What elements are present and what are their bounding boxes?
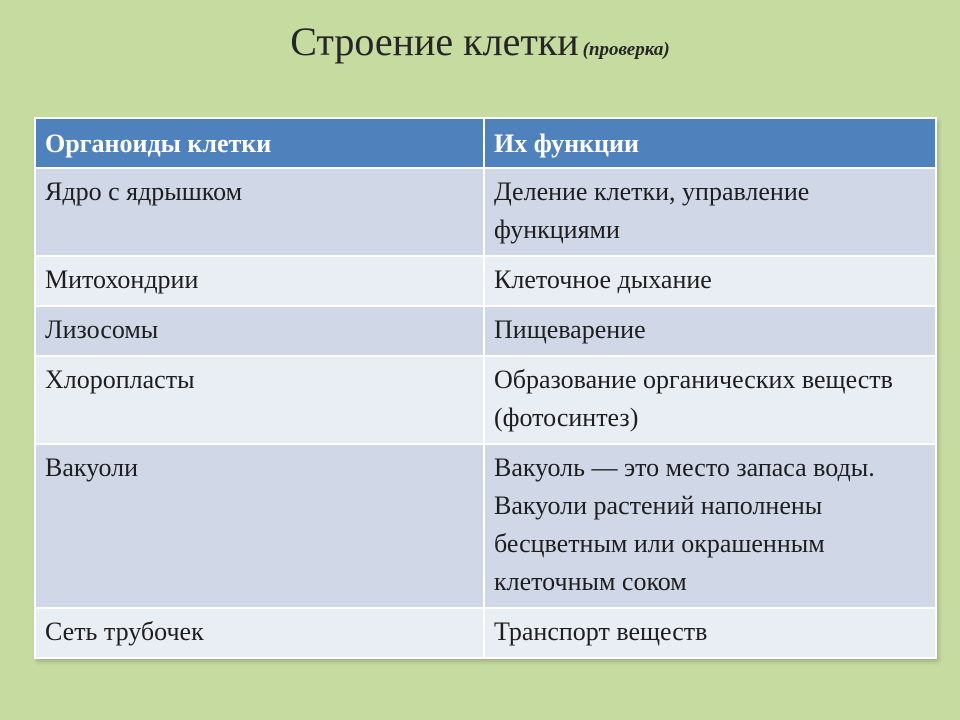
table-row bbox=[35, 168, 936, 256]
header-functions: Их функции bbox=[484, 118, 936, 168]
function-cell: Пищеварение bbox=[484, 306, 936, 356]
organelle-cell: Хлоропласты bbox=[35, 356, 484, 444]
title-main: Строение клетки bbox=[290, 19, 579, 64]
table-row bbox=[35, 306, 936, 356]
header-organelles: Органоиды клетки bbox=[35, 118, 484, 168]
title-subtitle: (проверка) bbox=[582, 39, 670, 60]
organelle-cell: Митохондрии bbox=[35, 256, 484, 306]
table-row bbox=[35, 608, 936, 658]
table-row bbox=[35, 256, 936, 306]
organelle-cell: Лизосомы bbox=[35, 306, 484, 356]
organelles-table bbox=[34, 117, 937, 659]
organelle-cell: Вакуоли bbox=[35, 444, 484, 608]
function-cell: Клеточное дыхание bbox=[484, 256, 936, 306]
function-cell: Деление клетки, управление функциями bbox=[484, 168, 936, 256]
function-cell: Вакуоль — это место запаса воды. Вакуоли растений наполнены бесцветным или окрашенным клеточным соком bbox=[484, 444, 936, 608]
table-row bbox=[35, 444, 936, 608]
organelle-cell: Сеть трубочек bbox=[35, 608, 484, 658]
table-header-row bbox=[35, 118, 936, 168]
table-row bbox=[35, 356, 936, 444]
slide-title bbox=[0, 18, 960, 65]
function-cell: Транспорт веществ bbox=[484, 608, 936, 658]
organelle-cell: Ядро с ядрышком bbox=[35, 168, 484, 256]
function-cell: Образование органических веществ (фотосинтез) bbox=[484, 356, 936, 444]
